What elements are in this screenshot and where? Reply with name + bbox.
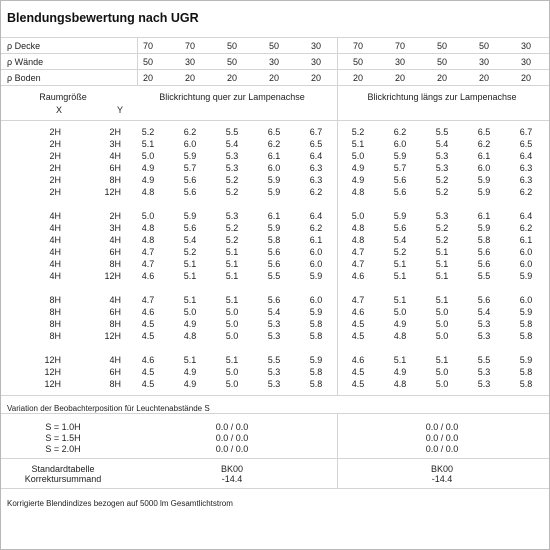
ugr-value-quer: 5.9 <box>267 223 281 233</box>
ugr-value-laengs: 5.4 <box>435 139 449 149</box>
ugr-value-quer: 5.0 <box>225 319 239 329</box>
ugr-value-quer: 5.1 <box>183 355 197 365</box>
ugr-value-laengs: 5.1 <box>435 271 449 281</box>
room-y: 6H <box>109 307 121 317</box>
reflectance-value: 20 <box>394 73 406 83</box>
ugr-value-laengs: 6.7 <box>519 127 533 137</box>
room-y: 3H <box>109 139 121 149</box>
divider <box>1 488 549 489</box>
ugr-value-laengs: 5.1 <box>435 247 449 257</box>
ugr-value-quer: 6.1 <box>309 235 323 245</box>
room-y: 3H <box>109 223 121 233</box>
room-y: 2H <box>109 211 121 221</box>
room-x: 2H <box>49 187 61 197</box>
ugr-value-laengs: 5.1 <box>393 295 407 305</box>
room-x: 4H <box>49 223 61 233</box>
ugr-value-quer: 4.6 <box>141 271 155 281</box>
ugr-value-laengs: 4.7 <box>351 247 365 257</box>
room-y: 12H <box>104 271 121 281</box>
ugr-value-laengs: 5.2 <box>351 127 365 137</box>
room-size-label: Raumgröße <box>39 92 87 102</box>
ugr-value-laengs: 5.3 <box>477 367 491 377</box>
ugr-value-laengs: 6.4 <box>519 211 533 221</box>
reflectance-value: 50 <box>352 57 364 67</box>
divider <box>337 413 338 488</box>
divider <box>1 85 549 86</box>
reflectance-value: 30 <box>268 57 280 67</box>
reflectance-value: 70 <box>184 41 196 51</box>
ugr-value-quer: 5.8 <box>309 367 323 377</box>
ugr-value-laengs: 5.3 <box>435 151 449 161</box>
reflectance-value: 50 <box>436 41 448 51</box>
ugr-value-quer: 4.5 <box>141 379 155 389</box>
ugr-value-laengs: 4.5 <box>351 379 365 389</box>
room-y: 2H <box>109 127 121 137</box>
ugr-value-laengs: 6.4 <box>519 151 533 161</box>
reflectance-value: 50 <box>226 57 238 67</box>
ugr-value-quer: 5.6 <box>183 223 197 233</box>
standard-laengs: BK00 <box>430 464 454 474</box>
ugr-value-quer: 6.3 <box>309 163 323 173</box>
room-x: 12H <box>44 379 61 389</box>
variation-label: Variation der Beobachterposition für Leuchtenabstände S <box>7 404 210 413</box>
ugr-value-laengs: 5.2 <box>435 223 449 233</box>
ugr-value-quer: 5.1 <box>225 355 239 365</box>
ugr-value-laengs: 5.2 <box>393 247 407 257</box>
ugr-value-quer: 5.3 <box>225 211 239 221</box>
ugr-value-quer: 5.5 <box>267 355 281 365</box>
ugr-value-laengs: 4.9 <box>351 175 365 185</box>
ugr-value-laengs: 5.0 <box>435 367 449 377</box>
ugr-value-laengs: 6.5 <box>519 139 533 149</box>
reflectance-value: 20 <box>436 73 448 83</box>
ugr-value-quer: 6.0 <box>309 295 323 305</box>
reflectance-value: 20 <box>520 73 532 83</box>
ugr-value-laengs: 5.3 <box>435 211 449 221</box>
room-x: 2H <box>49 139 61 149</box>
room-x: 8H <box>49 295 61 305</box>
ugr-value-quer: 5.6 <box>267 247 281 257</box>
ugr-value-laengs: 5.8 <box>519 319 533 329</box>
ugr-value-quer: 6.0 <box>309 259 323 269</box>
ugr-value-quer: 5.1 <box>225 259 239 269</box>
room-x: 4H <box>49 235 61 245</box>
reflectance-value: 50 <box>436 57 448 67</box>
correction-laengs: -14.4 <box>431 474 453 484</box>
ugr-value-laengs: 6.1 <box>519 235 533 245</box>
ugr-value-quer: 4.8 <box>141 235 155 245</box>
ugr-value-quer: 5.8 <box>309 319 323 329</box>
reflectance-value: 30 <box>310 41 322 51</box>
ugr-value-quer: 5.6 <box>183 175 197 185</box>
variation-quer: 0.0 / 0.0 <box>215 444 249 454</box>
reflectance-value: 30 <box>478 57 490 67</box>
ugr-value-quer: 4.9 <box>141 175 155 185</box>
reflectance-value: 20 <box>268 73 280 83</box>
room-x: 4H <box>49 247 61 257</box>
room-x: 4H <box>49 259 61 269</box>
ugr-value-laengs: 4.9 <box>393 319 407 329</box>
ugr-value-quer: 5.2 <box>225 235 239 245</box>
ugr-value-quer: 6.0 <box>309 247 323 257</box>
ugr-value-quer: 6.4 <box>309 151 323 161</box>
ugr-value-laengs: 5.3 <box>477 379 491 389</box>
ugr-value-laengs: 6.1 <box>477 151 491 161</box>
reflectance-value: 20 <box>478 73 490 83</box>
ugr-value-quer: 6.5 <box>309 139 323 149</box>
ugr-value-laengs: 5.6 <box>477 295 491 305</box>
ugr-value-laengs: 5.0 <box>351 151 365 161</box>
spacing-label: S = 1.0H <box>45 422 81 432</box>
room-x: 4H <box>49 211 61 221</box>
room-x: 8H <box>49 331 61 341</box>
ugr-value-laengs: 6.5 <box>477 127 491 137</box>
ugr-value-quer: 5.1 <box>183 295 197 305</box>
ugr-value-laengs: 5.1 <box>435 295 449 305</box>
ugr-value-laengs: 5.6 <box>477 247 491 257</box>
footnote: Korrigierte Blendindizes bezogen auf 5000 lm Gesamtlichtstrom <box>7 499 233 508</box>
ugr-value-quer: 4.7 <box>141 295 155 305</box>
ugr-value-quer: 5.3 <box>267 367 281 377</box>
ugr-value-laengs: 5.6 <box>393 223 407 233</box>
ugr-value-laengs: 5.6 <box>393 175 407 185</box>
ugr-value-quer: 6.0 <box>267 163 281 173</box>
ugr-value-quer: 4.8 <box>141 223 155 233</box>
ugr-value-laengs: 6.0 <box>519 259 533 269</box>
ugr-value-laengs: 4.5 <box>351 367 365 377</box>
ugr-value-laengs: 4.8 <box>351 187 365 197</box>
ugr-value-quer: 5.0 <box>225 367 239 377</box>
divider <box>137 37 138 85</box>
ugr-value-quer: 6.4 <box>309 211 323 221</box>
correction-quer: -14.4 <box>221 474 243 484</box>
reflectance-value: 30 <box>394 57 406 67</box>
ugr-value-quer: 4.5 <box>141 331 155 341</box>
reflectance-value: 20 <box>310 73 322 83</box>
reflectance-label: ρ Decke <box>7 41 41 51</box>
ugr-value-quer: 5.8 <box>267 235 281 245</box>
ugr-value-laengs: 5.9 <box>477 223 491 233</box>
ugr-value-quer: 5.0 <box>225 331 239 341</box>
ugr-value-quer: 5.3 <box>225 151 239 161</box>
ugr-value-quer: 5.9 <box>267 175 281 185</box>
ugr-value-laengs: 5.0 <box>435 319 449 329</box>
ugr-value-quer: 5.7 <box>183 163 197 173</box>
ugr-value-quer: 5.1 <box>225 295 239 305</box>
ugr-value-quer: 5.9 <box>183 211 197 221</box>
reflectance-value: 20 <box>142 73 154 83</box>
reflectance-value: 70 <box>394 41 406 51</box>
reflectance-label: ρ Boden <box>7 73 41 83</box>
room-y: 4H <box>109 355 121 365</box>
ugr-value-quer: 5.6 <box>267 295 281 305</box>
reflectance-value: 30 <box>310 57 322 67</box>
reflectance-value: 50 <box>142 57 154 67</box>
room-y: 4H <box>109 151 121 161</box>
ugr-value-laengs: 5.1 <box>393 271 407 281</box>
ugr-value-laengs: 4.9 <box>393 367 407 377</box>
variation-laengs: 0.0 / 0.0 <box>425 444 459 454</box>
ugr-value-laengs: 4.6 <box>351 307 365 317</box>
ugr-value-laengs: 5.7 <box>393 163 407 173</box>
room-y: 4H <box>109 235 121 245</box>
ugr-value-quer: 5.2 <box>225 175 239 185</box>
ugr-value-quer: 6.2 <box>309 223 323 233</box>
ugr-value-laengs: 4.8 <box>393 379 407 389</box>
ugr-value-quer: 6.2 <box>183 127 197 137</box>
ugr-value-laengs: 6.2 <box>477 139 491 149</box>
ugr-value-laengs: 5.5 <box>477 355 491 365</box>
reflectance-value: 20 <box>352 73 364 83</box>
ugr-value-laengs: 5.2 <box>435 187 449 197</box>
ugr-value-laengs: 5.8 <box>477 235 491 245</box>
reflectance-value: 50 <box>478 41 490 51</box>
reflectance-value: 20 <box>226 73 238 83</box>
ugr-value-quer: 4.8 <box>183 331 197 341</box>
ugr-value-quer: 5.5 <box>225 127 239 137</box>
ugr-value-quer: 5.5 <box>267 271 281 281</box>
room-x: 2H <box>49 175 61 185</box>
ugr-value-quer: 6.1 <box>267 211 281 221</box>
ugr-value-quer: 5.2 <box>141 127 155 137</box>
reflectance-value: 70 <box>352 41 364 51</box>
ugr-value-quer: 5.0 <box>225 307 239 317</box>
ugr-value-laengs: 5.5 <box>435 127 449 137</box>
room-x: 2H <box>49 127 61 137</box>
room-y: 8H <box>109 175 121 185</box>
room-y: 6H <box>109 367 121 377</box>
ugr-value-laengs: 5.0 <box>435 307 449 317</box>
ugr-value-quer: 4.9 <box>183 367 197 377</box>
ugr-value-quer: 6.2 <box>309 187 323 197</box>
room-y: 8H <box>109 319 121 329</box>
reflectance-value: 20 <box>184 73 196 83</box>
room-y: 6H <box>109 163 121 173</box>
spacing-label: S = 2.0H <box>45 444 81 454</box>
room-y: 12H <box>104 187 121 197</box>
ugr-value-quer: 6.3 <box>309 175 323 185</box>
ugr-value-quer: 5.1 <box>225 271 239 281</box>
ugr-value-laengs: 5.4 <box>477 307 491 317</box>
ugr-value-laengs: 6.2 <box>519 223 533 233</box>
ugr-value-quer: 5.1 <box>183 271 197 281</box>
room-x: 8H <box>49 319 61 329</box>
ugr-value-laengs: 4.6 <box>351 271 365 281</box>
room-y: 4H <box>109 295 121 305</box>
reflectance-label: ρ Wände <box>7 57 44 67</box>
ugr-value-quer: 5.6 <box>267 259 281 269</box>
correction-label: Korrektursummand <box>24 474 102 484</box>
ugr-value-quer: 6.0 <box>183 139 197 149</box>
variation-laengs: 0.0 / 0.0 <box>425 422 459 432</box>
ugr-value-laengs: 4.5 <box>351 319 365 329</box>
ugr-value-quer: 5.1 <box>183 259 197 269</box>
ugr-value-laengs: 5.8 <box>519 331 533 341</box>
reflectance-value: 70 <box>142 41 154 51</box>
ugr-value-quer: 4.5 <box>141 319 155 329</box>
ugr-value-laengs: 6.2 <box>519 187 533 197</box>
ugr-value-laengs: 5.1 <box>435 355 449 365</box>
ugr-value-quer: 5.3 <box>267 331 281 341</box>
ugr-value-quer: 5.3 <box>267 319 281 329</box>
ugr-value-laengs: 4.8 <box>351 235 365 245</box>
ugr-value-quer: 5.9 <box>183 151 197 161</box>
room-x: 4H <box>49 271 61 281</box>
standard-table-label: Standardtabelle <box>31 464 95 474</box>
ugr-value-laengs: 6.3 <box>519 163 533 173</box>
divider <box>337 85 338 395</box>
ugr-value-laengs: 6.0 <box>519 295 533 305</box>
ugr-value-quer: 4.6 <box>141 307 155 317</box>
reflectance-value: 30 <box>184 57 196 67</box>
ugr-value-laengs: 6.1 <box>477 211 491 221</box>
ugr-value-laengs: 5.9 <box>477 175 491 185</box>
ugr-value-quer: 5.0 <box>183 307 197 317</box>
ugr-value-quer: 6.1 <box>267 151 281 161</box>
ugr-value-laengs: 4.9 <box>351 163 365 173</box>
ugr-value-quer: 5.4 <box>225 139 239 149</box>
divider <box>1 120 549 121</box>
ugr-value-laengs: 5.1 <box>393 259 407 269</box>
ugr-value-quer: 4.7 <box>141 247 155 257</box>
ugr-value-quer: 4.8 <box>141 187 155 197</box>
x-axis-label: X <box>55 105 63 115</box>
ugr-value-laengs: 5.8 <box>519 367 533 377</box>
ugr-value-laengs: 5.0 <box>393 307 407 317</box>
ugr-value-laengs: 5.6 <box>393 187 407 197</box>
ugr-value-laengs: 5.5 <box>477 271 491 281</box>
ugr-value-quer: 5.9 <box>267 187 281 197</box>
variation-laengs: 0.0 / 0.0 <box>425 433 459 443</box>
room-y: 8H <box>109 379 121 389</box>
ugr-value-quer: 4.5 <box>141 367 155 377</box>
ugr-value-laengs: 5.0 <box>351 211 365 221</box>
divider <box>1 37 549 38</box>
divider <box>1 458 549 459</box>
ugr-value-quer: 5.1 <box>225 247 239 257</box>
ugr-value-laengs: 6.0 <box>393 139 407 149</box>
reflectance-value: 30 <box>520 57 532 67</box>
y-axis-label: Y <box>116 105 124 115</box>
variation-quer: 0.0 / 0.0 <box>215 433 249 443</box>
ugr-value-laengs: 5.9 <box>519 271 533 281</box>
ugr-value-quer: 4.9 <box>183 379 197 389</box>
ugr-value-laengs: 4.6 <box>351 355 365 365</box>
ugr-value-laengs: 5.0 <box>435 331 449 341</box>
ugr-value-quer: 5.9 <box>309 307 323 317</box>
ugr-value-laengs: 6.0 <box>519 247 533 257</box>
spacing-label: S = 1.5H <box>45 433 81 443</box>
page-title: Blendungsbewertung nach UGR <box>7 11 199 25</box>
room-x: 12H <box>44 367 61 377</box>
quer-header: Blickrichtung quer zur Lampenachse <box>159 92 305 102</box>
reflectance-value: 50 <box>226 41 238 51</box>
ugr-value-laengs: 5.9 <box>393 151 407 161</box>
ugr-value-laengs: 5.9 <box>519 355 533 365</box>
ugr-value-laengs: 5.4 <box>393 235 407 245</box>
room-x: 8H <box>49 307 61 317</box>
room-x: 12H <box>44 355 61 365</box>
ugr-value-quer: 4.9 <box>141 163 155 173</box>
ugr-value-quer: 5.9 <box>309 355 323 365</box>
ugr-value-quer: 5.6 <box>183 187 197 197</box>
room-y: 6H <box>109 247 121 257</box>
ugr-value-quer: 5.0 <box>225 379 239 389</box>
ugr-value-laengs: 5.3 <box>435 163 449 173</box>
ugr-value-laengs: 5.2 <box>435 175 449 185</box>
ugr-value-quer: 5.0 <box>141 151 155 161</box>
ugr-value-quer: 6.2 <box>267 139 281 149</box>
ugr-value-laengs: 5.2 <box>435 235 449 245</box>
ugr-value-quer: 5.2 <box>225 187 239 197</box>
variation-quer: 0.0 / 0.0 <box>215 422 249 432</box>
ugr-value-laengs: 5.0 <box>435 379 449 389</box>
room-x: 2H <box>49 163 61 173</box>
ugr-value-quer: 5.2 <box>225 223 239 233</box>
standard-quer: BK00 <box>220 464 244 474</box>
divider <box>337 37 338 85</box>
ugr-value-laengs: 6.3 <box>519 175 533 185</box>
ugr-value-quer: 5.3 <box>267 379 281 389</box>
divider <box>1 53 549 54</box>
ugr-value-quer: 5.0 <box>141 211 155 221</box>
reflectance-value: 30 <box>520 41 532 51</box>
ugr-value-quer: 5.2 <box>183 247 197 257</box>
ugr-value-laengs: 5.3 <box>477 319 491 329</box>
room-y: 8H <box>109 259 121 269</box>
divider <box>1 395 549 396</box>
ugr-value-quer: 6.5 <box>267 127 281 137</box>
ugr-value-laengs: 5.9 <box>477 187 491 197</box>
ugr-value-quer: 5.9 <box>309 271 323 281</box>
ugr-value-laengs: 4.7 <box>351 259 365 269</box>
ugr-value-laengs: 4.8 <box>351 223 365 233</box>
ugr-value-laengs: 6.0 <box>477 163 491 173</box>
laengs-header: Blickrichtung längs zur Lampenachse <box>367 92 517 102</box>
ugr-value-laengs: 5.3 <box>477 331 491 341</box>
ugr-value-laengs: 5.9 <box>519 307 533 317</box>
ugr-value-quer: 5.8 <box>309 331 323 341</box>
ugr-value-laengs: 5.1 <box>351 139 365 149</box>
ugr-value-laengs: 5.8 <box>519 379 533 389</box>
ugr-value-quer: 5.8 <box>309 379 323 389</box>
ugr-value-quer: 5.4 <box>183 235 197 245</box>
ugr-value-laengs: 4.7 <box>351 295 365 305</box>
room-x: 2H <box>49 151 61 161</box>
ugr-value-laengs: 4.5 <box>351 331 365 341</box>
ugr-value-quer: 5.3 <box>225 163 239 173</box>
ugr-value-laengs: 5.1 <box>435 259 449 269</box>
ugr-value-quer: 6.7 <box>309 127 323 137</box>
ugr-value-laengs: 4.8 <box>393 331 407 341</box>
ugr-value-quer: 5.4 <box>267 307 281 317</box>
ugr-value-laengs: 6.2 <box>393 127 407 137</box>
ugr-value-quer: 5.1 <box>141 139 155 149</box>
ugr-value-laengs: 5.9 <box>393 211 407 221</box>
reflectance-value: 50 <box>268 41 280 51</box>
ugr-value-quer: 4.9 <box>183 319 197 329</box>
ugr-value-quer: 4.7 <box>141 259 155 269</box>
ugr-value-laengs: 5.6 <box>477 259 491 269</box>
divider <box>1 69 549 70</box>
room-y: 12H <box>104 331 121 341</box>
ugr-value-quer: 4.6 <box>141 355 155 365</box>
ugr-value-laengs: 5.1 <box>393 355 407 365</box>
